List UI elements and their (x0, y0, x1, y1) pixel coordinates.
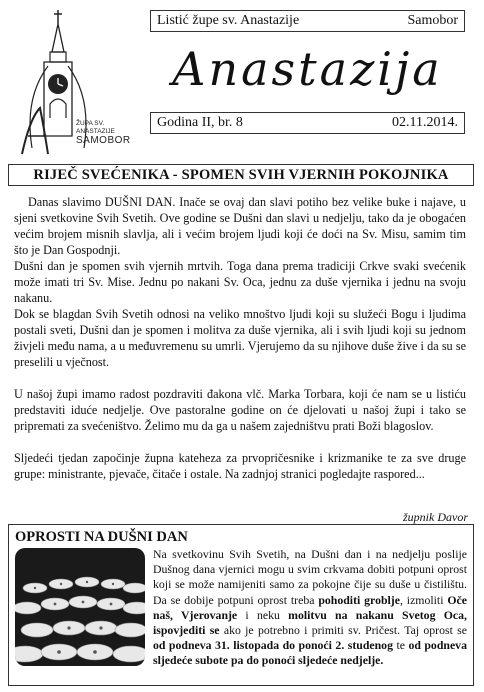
bold-run: od podneva 31. listopada do ponoći 2. studenog (153, 638, 393, 653)
issue-label: Godina II, br. 8 (157, 115, 243, 130)
article-paragraph: Dok se blagdan Svih Svetih odnosi na veliko mnoštvo ljudi koji su služeći Bogu i ljudima postali sveti, Dušni dan je spomen i molitva za duše vjernika, ali i svih ljudi koji su jednom živjeli među nama, a u međuvremenu su umrli. Vjerujemo da su njihove duše žive i da su se preselili u vječnost. (14, 307, 466, 369)
logo-line3: SAMOBOR (76, 135, 131, 146)
text-run: ako je potrebno i primiti sv. Pričest. Taj oprost se (219, 623, 467, 638)
header-issue-bar (150, 112, 465, 134)
logo-text (76, 120, 131, 145)
candles-photo-icon (15, 548, 145, 666)
bold-run: Oče naš, Vjerovanje (153, 592, 467, 622)
text-run: te (392, 638, 409, 653)
bold-run: od podneva sljedeće subote pa do ponoći sljedeće nedjelje. (153, 638, 467, 668)
article-paragraph: U našoj župi imamo radost pozdraviti đakona vlč. Marka Torbara, koji će nam se u listiću predstaviti iduće nedjelje. Ove pastoralne godine on će djelovati u našoj župi i tako se pripremati za svećeništvo. Želimo mu da ga u našem zajedništvu prati Boži blagoslov. (14, 387, 466, 433)
indulgence-box (8, 524, 474, 686)
candles-image (15, 548, 145, 666)
article-paragraph: Danas slavimo DUŠNI DAN. Inače se ovaj dan slavi potiho bez velike buke i najave, u sjeni svetkovine Svih Svetih. Ove godine se Dušni dan slavi u nedjelju, tako da je obogaćen većim brojem misnih slavlja, ali i većim brojem ljudi koji će doći na Sv. Misu, samim tim što je Dan Gospodnji. (14, 195, 466, 257)
bold-run: molitvu na nakanu Svetog Oca, ispovjediti se (153, 607, 467, 638)
article-title: RIJEČ SVEĆENIKA - SPOMEN SVIH VJERNIH POKOJNIKA (8, 164, 474, 186)
indulgence-title: OPROSTI NA DUŠNI DAN (15, 529, 188, 545)
text-run: Na svetkovinu Svih Svetih, na Dušni dan i na nedjelju poslije Dušnog dana vjernici mogu u svim crkvama dobiti potpuni oprost koji se može namijeniti samo za pokojne čije su duše u čistilištu. Da se dobije potpuni oprost treba (153, 547, 467, 607)
issue-date: 02.11.2014. (392, 115, 458, 130)
article-paragraph: Sljedeći tjedan započinje župna kateheza za prvopričesnike i krizmanike te za sve druge grupe: ministrante, pjevače, čitače i ostale. Na zadnjoj stranici pogledajte raspored... (14, 451, 466, 481)
signature: župnik Davor (403, 510, 468, 524)
logo-line1: ŽUPA SV. (76, 120, 105, 127)
article-body (14, 194, 466, 482)
article-paragraph: Dušni dan je spomen svih vjernih mrtvih. Toga dana prema tradiciji Crkve svaki svećenik može imati tri Sv. Mise. Jednu po nakani Sv. Oca, jednu za duše vjernika i jednu na svoju nakanu. (14, 259, 466, 305)
bold-run: pohoditi groblje (318, 592, 400, 607)
parish-label: Listić župe sv. Anastazije (157, 13, 300, 28)
text-run: , izmoliti (399, 592, 448, 607)
header-top-bar (150, 10, 465, 32)
logo-line2: ANASTAZIJE (76, 127, 115, 135)
text-run: i neku (237, 607, 289, 622)
indulgence-text (153, 547, 467, 669)
masthead-title: Anastazija (172, 42, 443, 96)
parish-logo (14, 8, 142, 160)
town-label: Samobor (407, 13, 458, 28)
